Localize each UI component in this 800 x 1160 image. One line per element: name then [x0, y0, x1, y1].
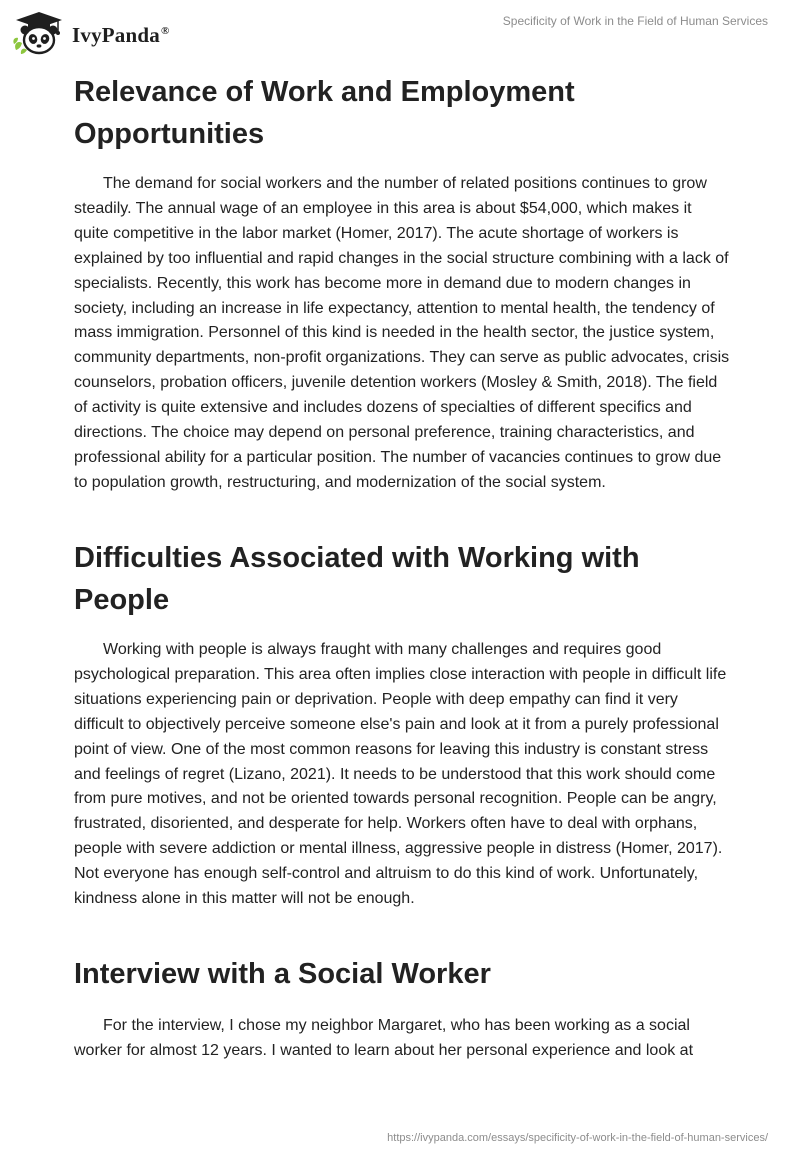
ivypanda-logo[interactable]	[12, 10, 202, 56]
section-heading: Interview with a Social Worker	[74, 958, 491, 990]
section-paragraph: Working with people is always fraught with many challenges and requires good psychological preparation. This area often implies close interaction with people in difficult life situations experiencing pain or deprivation. People with deep empathy can find it very difficult to objectively perceive someone else's pain and look at it from a purely professional point of view. One of the most common reasons for leaving this industry is constant stress and feelings of regret (Lizano, 2021). It needs to be understood that this work should come from pure motives, and not be oriented towards personal recognition. People can be angry, frustrated, disoriented, and desperate for help. Workers often have to deal with orphans, people with severe addiction or mental illness, aggressive people in distress (Homer, 2017). Not everyone has enough self-control and altruism to do this kind of work. Unfortunately, kindness alone in this matter will not be enough.	[74, 641, 727, 908]
section-heading: Difficulties Associated with Working with People	[74, 542, 640, 616]
document-title: Specificity of Work in the Field of Human Services	[502, 14, 768, 28]
source-url[interactable]: https://ivypanda.com/essays/specificity-of-work-in-the-field-of-human-services/	[387, 1132, 768, 1144]
section-paragraph: The demand for social workers and the number of related positions continues to grow steadily. The annual wage of an employee in this area is about $54,000, which makes it quite competitive in the labor market (Homer, 2017). The acute shortage of workers is explained by too influential and rapid changes in the social structure combining with a lack of specialists. Recently, this work has become more in demand due to modern changes in society, including an increase in life expectancy, attention to mental health, the tendency of mass immigration. Personnel of this kind is needed in the health sector, the justice system, community departments, non-profit organizations. They can serve as public advocates, crisis counselors, probation officers, juvenile detention workers (Mosley & Smith, 2018). The field of activity is quite extensive and includes dozens of specialties of different specifics and directions. The choice may depend on personal preference, training characteristics, and professional ability for a particular position. The number of vacancies continues to grow due to population growth, restructuring, and modernization of the social system.	[74, 175, 730, 491]
logo-name: IvyPanda	[72, 22, 160, 47]
page-header	[0, 0, 800, 70]
panda-graduation-cap-icon	[12, 10, 66, 56]
logo-wordmark	[72, 23, 169, 48]
section-paragraph: For the interview, I chose my neighbor Margaret, who has been working as a social worker for almost 12 years. I wanted to learn about her personal experience and look at	[74, 1017, 694, 1059]
registered-mark: ®	[160, 24, 170, 37]
section-heading: Relevance of Work and Employment Opportunities	[74, 76, 575, 150]
